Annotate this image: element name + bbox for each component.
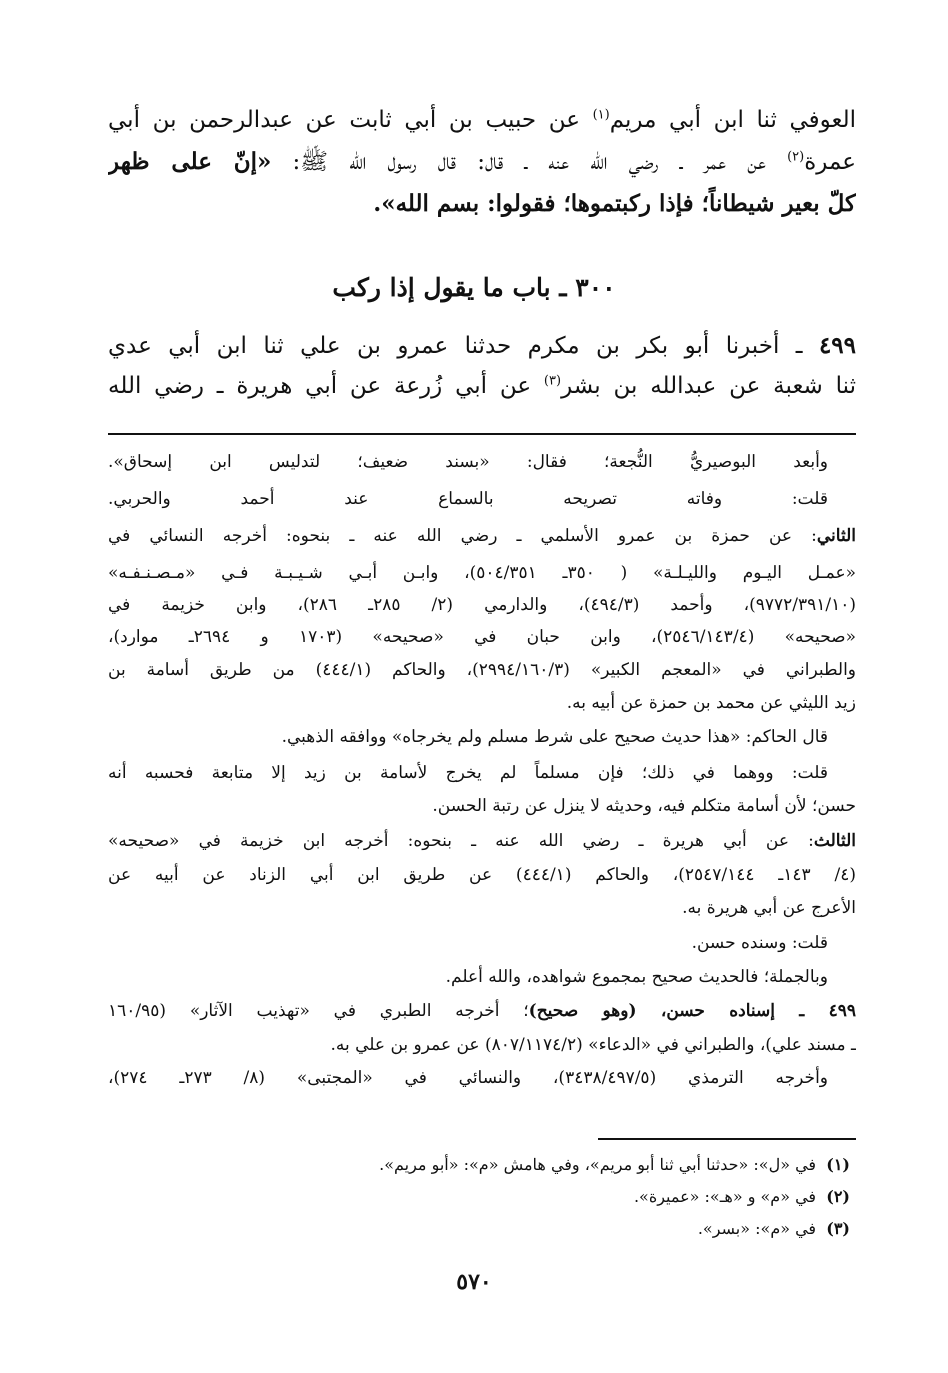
commentary-line bbox=[108, 893, 856, 923]
commentary-line bbox=[108, 484, 828, 514]
commentary-line bbox=[108, 1030, 856, 1060]
commentary-line bbox=[108, 722, 828, 752]
commentary-text: وأخرجه الترمذي (٣٤٣٨/٤٩٧/٥)، والنسائي في «المجتبى» (٨/ ٢٧٣ـ ٢٧٤)، bbox=[108, 1068, 828, 1088]
footnote-number: (٣) bbox=[826, 1219, 850, 1238]
commentary-line bbox=[108, 521, 856, 551]
footnote-separator bbox=[598, 1138, 856, 1140]
commentary-bold: الثالث bbox=[813, 831, 856, 851]
hadith-text-bold: «إنّ على ظهر bbox=[108, 148, 272, 175]
commentary-text: ـ مسند علي)، والطبراني في «الدعاء» (٨٠٧/١١٧٤/٢) عن عمرو بن علي به. bbox=[330, 1035, 856, 1055]
commentary-line bbox=[108, 928, 828, 958]
commentary-line bbox=[108, 622, 856, 652]
chapter-heading: ٣٠٠ ـ باب ما يقول إذا ركب bbox=[332, 273, 616, 302]
commentary-text: قلت: ووهما في ذلك؛ فإن مسلماً لم يخرج لأسامة بن زيد إلا متابعة فحسبه أنه bbox=[108, 763, 828, 783]
hadith-number: ٤٩٩ bbox=[818, 332, 856, 359]
footnote-marker: (١) bbox=[592, 107, 610, 123]
commentary-text: ؛ أخرجه الطبري في «تهذيب الآثار» (١٦٠/٩٥ bbox=[108, 1001, 529, 1021]
commentary-line bbox=[108, 447, 828, 477]
footnote-text: في «م» و «هـ»: «عميرة». bbox=[633, 1187, 817, 1206]
commentary-text: الأعرج عن أبي هريرة به. bbox=[682, 898, 856, 918]
text-segment: ـ أخبرنا أبو بكر بن مكرم حدثنا عمرو بن علي ثنا ابن أبي عدي bbox=[108, 333, 819, 359]
commentary-text: والطبراني في «المعجم الكبير» (٢٩٩٤/١٦٠/٣)، والحاكم (٤٤٤/١) من طريق أسامة بن bbox=[108, 660, 856, 680]
text-segment: عن أبي زُرعة عن أبي هريرة ـ رضي الله bbox=[108, 373, 544, 399]
commentary-line bbox=[108, 996, 856, 1026]
footnote bbox=[108, 1184, 850, 1210]
text-segment: ثنا شعبة عن عبدالله بن بشر bbox=[561, 373, 856, 399]
commentary-line bbox=[108, 590, 856, 620]
commentary-line bbox=[108, 558, 856, 588]
commentary-text: وبالجملة؛ فالحديث صحيح بمجموع شواهده، والله أعلم. bbox=[445, 967, 828, 987]
separator-rule bbox=[108, 433, 856, 435]
footnote bbox=[108, 1216, 850, 1242]
commentary-text: : عن أبي هريرة ـ رضي الله عنه ـ بنحوه: أخرجه ابن خزيمة في «صحيحه» bbox=[108, 831, 814, 851]
commentary-text: : عن حمزة بن عمرو الأسلمي ـ رضي الله عنه ـ بنحوه: أخرجه النسائي في bbox=[108, 526, 817, 546]
text-segment: عمرة bbox=[804, 149, 856, 175]
hadith-499-line-2 bbox=[108, 366, 856, 406]
commentary-text: (٩٧٧٢/٣٩١/١٠)، وأحمد (٤٩٤/٣)، والدارمي (٢/ ٢٨٥ـ ٢٨٦)، وابن خزيمة في bbox=[108, 595, 856, 615]
footnote-number: (١) bbox=[826, 1155, 850, 1174]
text-segment: عن حبيب بن أبي ثابت عن عبدالرحمن بن أبي bbox=[108, 107, 593, 133]
commentary-text: وأبعد البوصيريُّ النُّجعة؛ فقال: «بسند ضعيف؛ لتدليس ابن إسحاق». bbox=[108, 452, 828, 472]
footnote-number: (٢) bbox=[826, 1187, 850, 1206]
hadith-text-bold: كلّ بعير شيطاناً؛ فإذا ركبتموها؛ فقولوا: بسم الله». bbox=[373, 190, 856, 217]
main-text-line-1 bbox=[108, 100, 856, 140]
commentary-line bbox=[108, 758, 828, 788]
commentary-text: قلت: وفاته تصريحه بالسماع عند أحمد والحربي. bbox=[108, 489, 828, 509]
main-text-line-3 bbox=[108, 184, 856, 224]
commentary-text: زيد الليثي عن محمد بن حمزة عن أبيه به. bbox=[566, 693, 856, 713]
commentary-bold: الثاني bbox=[816, 526, 856, 546]
text-segment: عن عمر ـ رضي الله عنه ـ قال: قال رسول الله ﷺ: bbox=[271, 149, 788, 175]
commentary-line bbox=[108, 655, 856, 685]
main-text-line-2 bbox=[108, 142, 856, 182]
footnote-text: في «ل»: «حدثنا أبي ثنا أبو مريم»، وفي هامش «م»: «أبو مريم». bbox=[379, 1155, 817, 1174]
commentary-text: «عمـل اليـوم والليـلـة» ( ٣٥٠ـ ٥٠٤/٣٥١)، وابـن أبـي شـيـبـة فـي «مـصـنـفـه» bbox=[108, 563, 856, 583]
commentary-line bbox=[108, 826, 856, 856]
footnote-marker: (٣) bbox=[543, 373, 562, 389]
text-segment: العوفي ثنا ابن أبي مريم bbox=[609, 107, 856, 133]
commentary-line bbox=[108, 1063, 828, 1093]
footnote bbox=[108, 1152, 850, 1178]
commentary-text: «صحيحه» (٢٥٤٦/١٤٣/٤)، وابن حبان في «صحيحه» (١٧٠٣ و ٢٦٩٤ـ موارد)، bbox=[108, 627, 856, 647]
hadith-499-line-1 bbox=[108, 326, 856, 366]
commentary-bold: ٤٩٩ ـ إسناده حسن، (وهو صحيح) bbox=[528, 1001, 856, 1021]
page-number: ٥٧٠ bbox=[456, 1269, 492, 1295]
commentary-text: (٤/ ١٤٣ـ ٢٥٤٧/١٤٤)، والحاكم (٤٤٤/١) عن طريق ابن أبي الزناد عن أبيه عن bbox=[108, 865, 856, 885]
footnote-text: في «م»: «بسر». bbox=[697, 1219, 817, 1238]
commentary-line bbox=[108, 860, 856, 890]
commentary-line bbox=[108, 791, 856, 821]
commentary-text: قال الحاكم: «هذا حديث صحيح على شرط مسلم ولم يخرجاه» ووافقه الذهبي. bbox=[281, 727, 828, 747]
footnote-marker: (٢) bbox=[787, 149, 805, 165]
commentary-line bbox=[108, 688, 856, 718]
commentary-line bbox=[108, 962, 828, 992]
commentary-text: قلت: وسنده حسن. bbox=[691, 933, 828, 953]
commentary-text: حسن؛ لأن أسامة متكلم فيه، وحديثه لا ينزل عن رتبة الحسن. bbox=[432, 796, 856, 816]
